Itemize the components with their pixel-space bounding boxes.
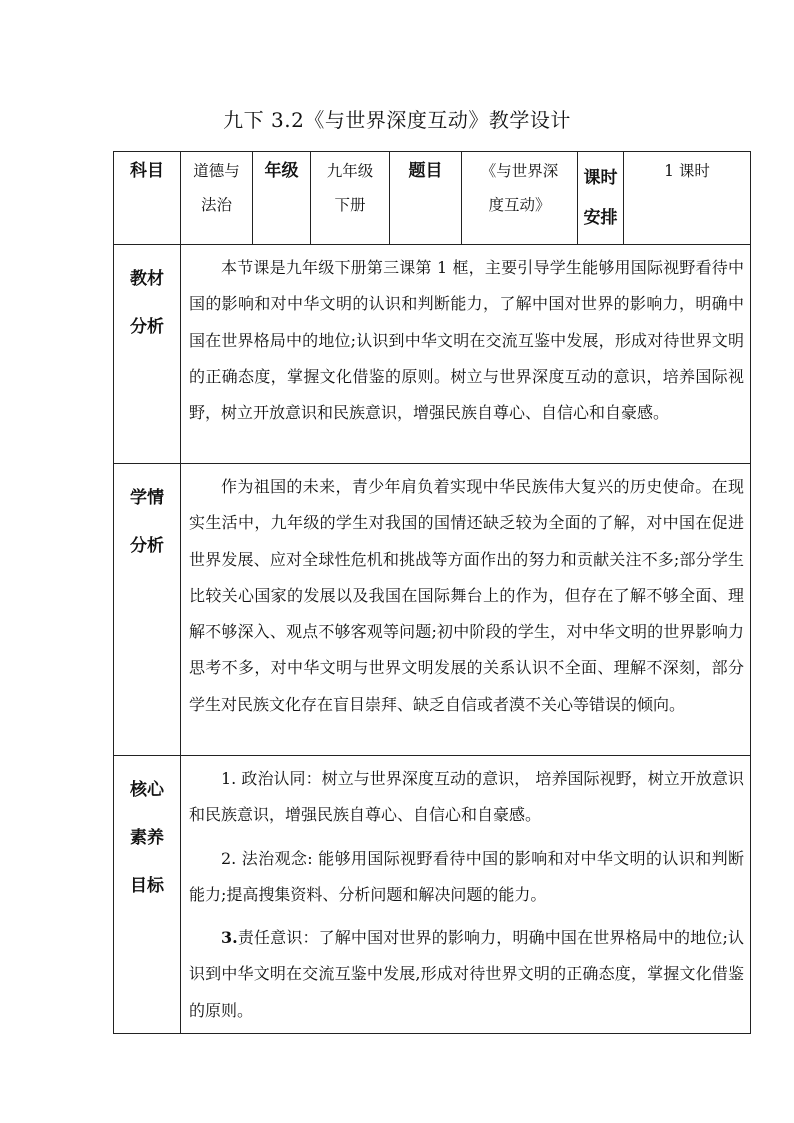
- core-goals-label-line3: 目标: [130, 876, 164, 896]
- grade-label: 年级: [264, 161, 299, 181]
- subject-value-line1: 道德与: [193, 162, 240, 180]
- subject-label: 科目: [130, 161, 164, 181]
- learner-analysis-label-cell: [114, 464, 181, 756]
- textbook-analysis-content: [181, 245, 751, 464]
- subject-label-cell: [114, 152, 181, 245]
- subject-value-line2: 法治: [200, 196, 232, 214]
- goal-responsibility-number: 3.: [221, 928, 238, 948]
- core-goals-label-line2: 素养: [130, 828, 164, 848]
- lesson-plan-table: [113, 151, 751, 1034]
- grade-value-cell: [311, 152, 390, 245]
- core-goals-label-cell: [114, 756, 181, 1034]
- grade-label-cell: [253, 152, 311, 245]
- goal-political-identity: 1. 政治认同：树立与世界深度互动的意识， 培养国际视野，树立开放意识和民族意识，增强民族自尊心、自信心和自豪感。: [189, 769, 744, 825]
- goal-rule-of-law: 2. 法治观念: 能够用国际视野看待中国的影响和对中华文明的认识和判断能力;提高搜集资料、分析问题和解决问题的能力。: [189, 848, 744, 904]
- period-value: 1 课时: [664, 162, 710, 180]
- goal-responsibility-text: 责任意识：了解中国对世界的影响力，明确中国在世界格局中的地位;认识到中华文明在交流互鉴中发展,形成对待世界文明的正确态度，掌握文化借鉴的原则。: [189, 928, 744, 1020]
- textbook-analysis-label-line1: 教材: [130, 269, 164, 289]
- topic-value-line2: 度互动》: [488, 196, 551, 214]
- subject-value-cell: [181, 152, 253, 245]
- period-label-line1: 课时: [583, 168, 618, 188]
- topic-value-line1: 《与世界深: [480, 162, 559, 180]
- grade-value-line1: 九年级: [326, 162, 374, 180]
- learner-analysis-label-line1: 学情: [130, 488, 164, 508]
- core-goals-label-line1: 核心: [130, 780, 164, 800]
- topic-value-cell: [462, 152, 578, 245]
- textbook-analysis-label-line2: 分析: [130, 317, 164, 337]
- textbook-analysis-text: 本节课是九年级下册第三课第 1 框，主要引导学生能够用国际视野看待中国的影响和对中华文明的认识和判断能力，了解中国对世界的影响力，明确中国在世界格局中的地位;认识到中华文明在交流互鉴中发展，形成对待世界文明的正确态度，掌握文化借鉴的原则。树立与世界深度互动的意识，培养国际视野，树立开放意识和民族意识，增强民族自尊心、自信心和自豪感。: [189, 258, 744, 423]
- period-label-cell: [578, 152, 624, 245]
- learner-analysis-row: [114, 464, 751, 756]
- topic-label: 题目: [408, 161, 443, 181]
- period-label-line2: 安排: [583, 208, 618, 228]
- grade-value-line2: 下册: [334, 196, 366, 214]
- textbook-analysis-row: [114, 245, 751, 464]
- document-title: 九下 3.2《与世界深度互动》教学设计: [223, 108, 571, 132]
- core-goals-content: [181, 756, 751, 1034]
- goal-responsibility: [189, 920, 744, 1029]
- period-value-cell: [624, 152, 751, 245]
- learner-analysis-label-line2: 分析: [130, 536, 164, 556]
- learner-analysis-content: [181, 464, 751, 756]
- textbook-analysis-label-cell: [114, 245, 181, 464]
- learner-analysis-text: 作为祖国的未来，青少年肩负着实现中华民族伟大复兴的历史使命。在现实生活中，九年级的学生对我国的国情还缺乏较为全面的了解，对中国在促进世界发展、应对全球性危机和挑战等方面作出的努力和贡献关注不多;部分学生比较关心国家的发展以及我国在国际舞台上的作为，但存在了解不够全面、理解不够深入、观点不够客观等问题;初中阶段的学生，对中华文明的世界影响力思考不多，对中华文明与世界文明发展的关系认识不全面、理解不深刻，部分学生对民族文化存在盲目崇拜、缺乏自信或者漠不关心等错误的倾向。: [189, 477, 744, 714]
- header-row: [114, 152, 751, 245]
- topic-label-cell: [390, 152, 462, 245]
- core-goals-row: [114, 756, 751, 1034]
